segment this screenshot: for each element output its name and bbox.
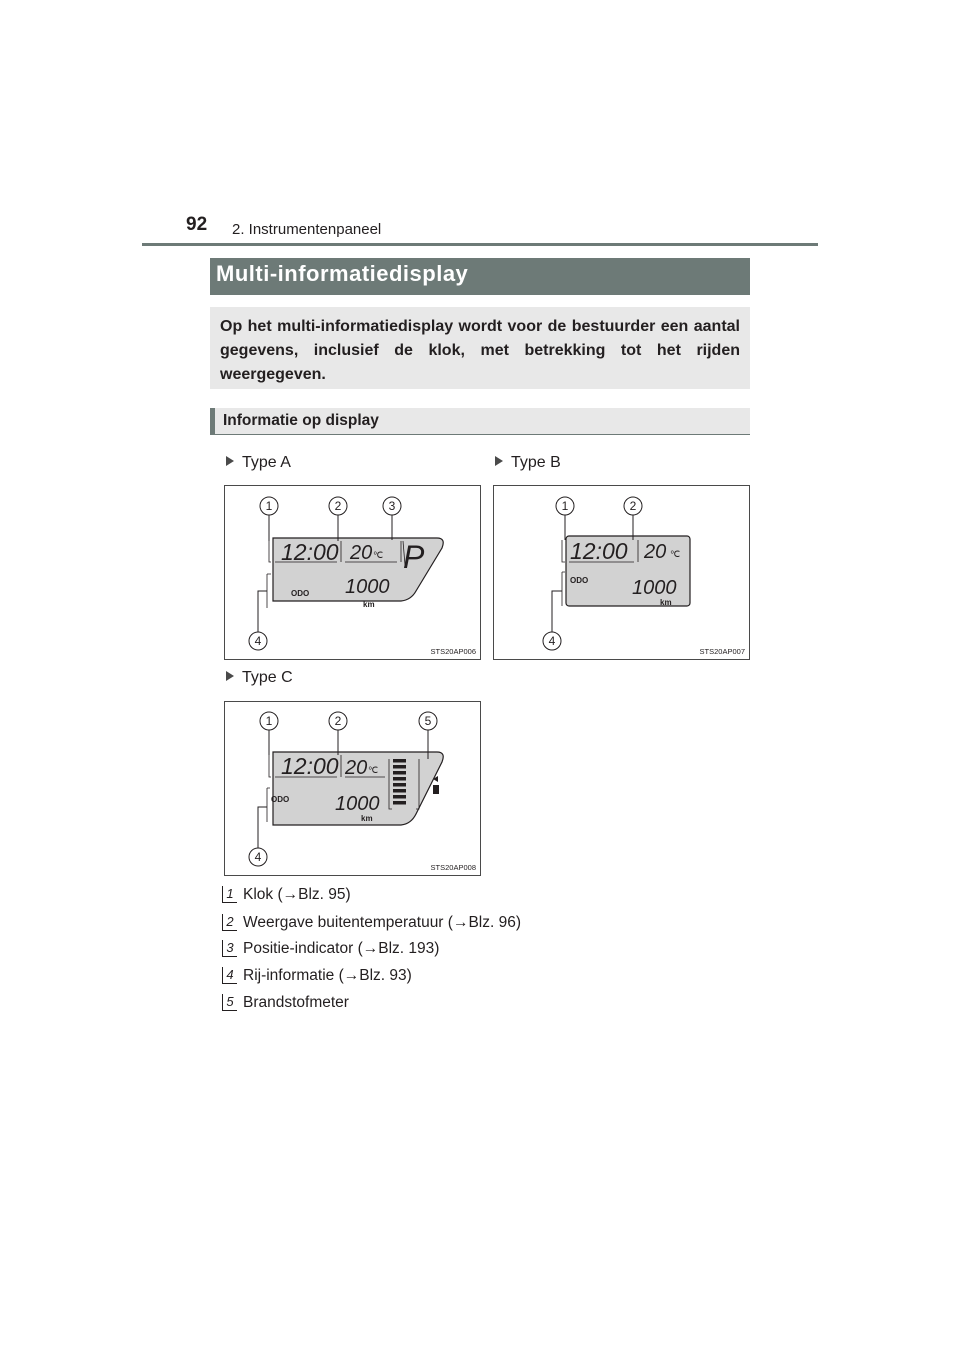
page-number: 92 [186, 214, 208, 235]
legend-text: Klok (→Blz. 95) [243, 886, 351, 903]
odo-readout: 1000 [335, 793, 380, 815]
section-accent [210, 408, 215, 435]
gear-indicator: P [403, 539, 425, 575]
legend-item-2 [222, 914, 521, 932]
legend-text: Rij-informatie (→Blz. 93) [243, 967, 412, 984]
callout-2: 2 [629, 499, 637, 513]
type-b-label [495, 454, 561, 472]
legend-number: 5 [222, 994, 237, 1011]
callout-1: 1 [561, 499, 569, 513]
callout-2: 2 [334, 499, 342, 513]
display-illustration-b [494, 486, 749, 659]
triangle-bullet-icon [226, 456, 234, 466]
callout-1: 1 [265, 714, 273, 728]
temp-unit: ℃ [373, 550, 384, 560]
figure-type-a [224, 485, 481, 660]
temp-unit: ℃ [368, 765, 379, 775]
temp-readout: 20 [644, 541, 667, 563]
legend-number: 2 [222, 914, 237, 931]
type-a-label [226, 454, 291, 472]
temp-readout: 20 [345, 757, 368, 779]
legend-text: Positie-indicator (→Blz. 193) [243, 940, 440, 957]
type-c-text: Type C [242, 669, 293, 686]
callout-3: 3 [388, 499, 396, 513]
legend-item-4 [222, 967, 412, 985]
figure-type-c [224, 701, 481, 876]
type-a-text: Type A [242, 454, 291, 471]
legend-number: 4 [222, 967, 237, 984]
callout-4: 4 [548, 634, 556, 648]
legend-item-1 [222, 886, 351, 904]
odo-label: ODO [570, 576, 589, 585]
odo-unit: km [660, 598, 672, 607]
odo-readout: 1000 [632, 577, 677, 599]
legend-text: Weergave buitentemperatuur (→Blz. 96) [243, 914, 521, 931]
intro-text: Op het multi-informatiedisplay wordt voor de bestuurder een aantal gegevens, inclusief de klok, met betrekking tot het rijden weergegeven. [220, 318, 740, 383]
temp-readout: 20 [350, 542, 373, 564]
odo-label: ODO [271, 795, 290, 804]
callout-5: 5 [424, 714, 432, 728]
odo-unit: km [361, 814, 373, 823]
legend-number: 3 [222, 940, 237, 957]
chapter-title: 2. Instrumentenpaneel [232, 221, 382, 238]
callout-4: 4 [254, 850, 262, 864]
display-illustration-c [225, 702, 480, 875]
figure-code: STS20AP008 [430, 863, 476, 872]
callout-4: 4 [254, 634, 262, 648]
legend-text: Brandstofmeter [243, 994, 349, 1011]
legend-item-3 [222, 940, 439, 958]
temp-unit: ℃ [670, 549, 681, 559]
callout-2: 2 [334, 714, 342, 728]
display-illustration-a [225, 486, 480, 659]
type-b-text: Type B [511, 454, 561, 471]
legend-number: 1 [222, 886, 237, 903]
clock-readout: 12:00 [570, 538, 628, 564]
triangle-bullet-icon [226, 671, 234, 681]
clock-readout: 12:00 [281, 539, 339, 565]
section-title: Informatie op display [223, 412, 379, 429]
fuel-pump-icon [433, 785, 439, 794]
figure-type-b [493, 485, 750, 660]
header-divider [142, 243, 818, 246]
figure-code: STS20AP007 [699, 647, 745, 656]
odo-unit: km [363, 600, 375, 609]
figure-code: STS20AP006 [430, 647, 476, 656]
type-c-label [226, 669, 293, 687]
odo-readout: 1000 [345, 576, 390, 598]
triangle-bullet-icon [495, 456, 503, 466]
odo-label: ODO [291, 589, 310, 598]
legend-item-5 [222, 994, 349, 1012]
callout-1: 1 [265, 499, 273, 513]
page-title: Multi-informatiedisplay [216, 261, 469, 286]
clock-readout: 12:00 [281, 753, 339, 779]
